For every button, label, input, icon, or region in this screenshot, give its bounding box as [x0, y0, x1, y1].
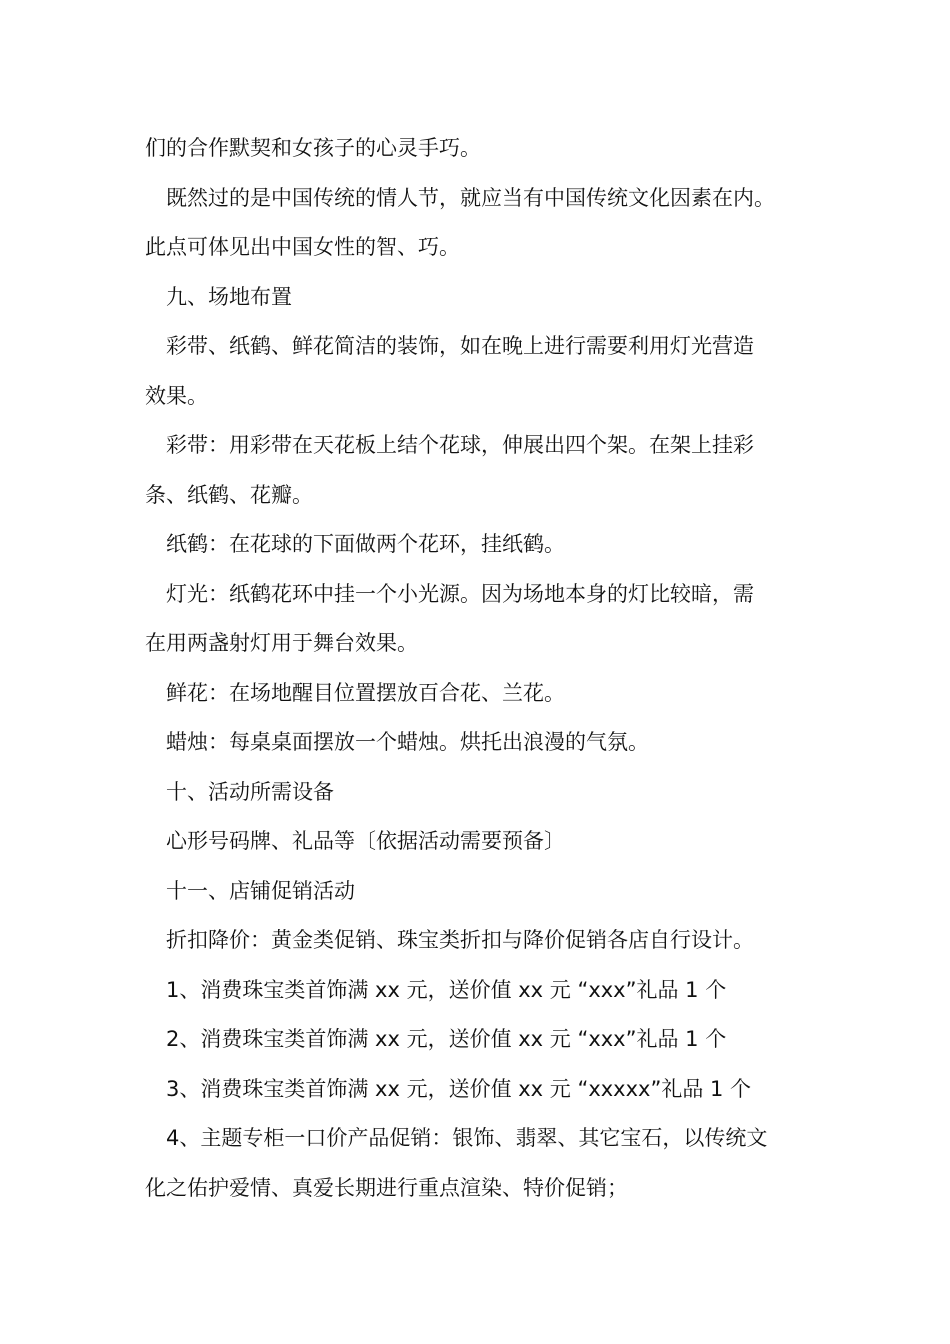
paragraph-line: 鲜花：在场地醒目位置摆放百合花、兰花。	[166, 680, 565, 705]
paragraph-line: 蜡烛：每桌桌面摆放一个蜡烛。烘托出浪漫的气氛。	[166, 730, 649, 754]
paragraph-line: 灯光：纸鹤花环中挂一个小光源。因为场地本身的灯比较暗，需	[166, 581, 754, 606]
paragraph-line: 在用两盏射灯用于舞台效果。	[145, 631, 418, 655]
list-item: 1、消费珠宝类首饰满 xx 元，送价值 xx 元 “xxx”礼品 1 个	[166, 977, 727, 1002]
list-item: 3、消费珠宝类首饰满 xx 元，送价值 xx 元 “xxxxx”礼品 1 个	[166, 1076, 752, 1101]
section-heading: 九、场地布置	[166, 284, 292, 309]
section-heading: 十一、店铺促销活动	[166, 878, 355, 903]
paragraph-line: 化之佑护爱情、真爱长期进行重点渲染、特价促销；	[145, 1175, 628, 1200]
list-item: 2、消费珠宝类首饰满 xx 元，送价值 xx 元 “xxx”礼品 1 个	[166, 1027, 727, 1051]
paragraph-line: 折扣降价：黄金类促销、珠宝类折扣与降价促销各店自行设计。	[166, 928, 754, 952]
list-item: 4、主题专柜一口价产品促销：银饰、翡翠、其它宝石，以传统文	[166, 1126, 768, 1150]
paragraph-line: 此点可体见出中国女性的智、巧。	[145, 235, 460, 259]
paragraph-line: 们的合作默契和女孩子的心灵手巧。	[145, 136, 481, 160]
paragraph-line: 彩带、纸鹤、鲜花简洁的装饰，如在晚上进行需要利用灯光营造	[166, 334, 754, 358]
document-body	[145, 124, 835, 1213]
paragraph-line: 彩带：用彩带在天花板上结个花球，伸展出四个架。在架上挂彩	[166, 433, 754, 457]
paragraph-line: 纸鹤：在花球的下面做两个花环，挂纸鹤。	[166, 532, 565, 556]
paragraph-line: 心形号码牌、礼品等〔依据活动需要预备〕	[166, 829, 565, 853]
section-heading: 十、活动所需设备	[166, 779, 334, 804]
paragraph-line: 既然过的是中国传统的情人节，就应当有中国传统文化因素在内。	[166, 185, 775, 210]
paragraph-line: 条、纸鹤、花瓣。	[145, 482, 313, 507]
paragraph-line: 效果。	[145, 383, 208, 408]
